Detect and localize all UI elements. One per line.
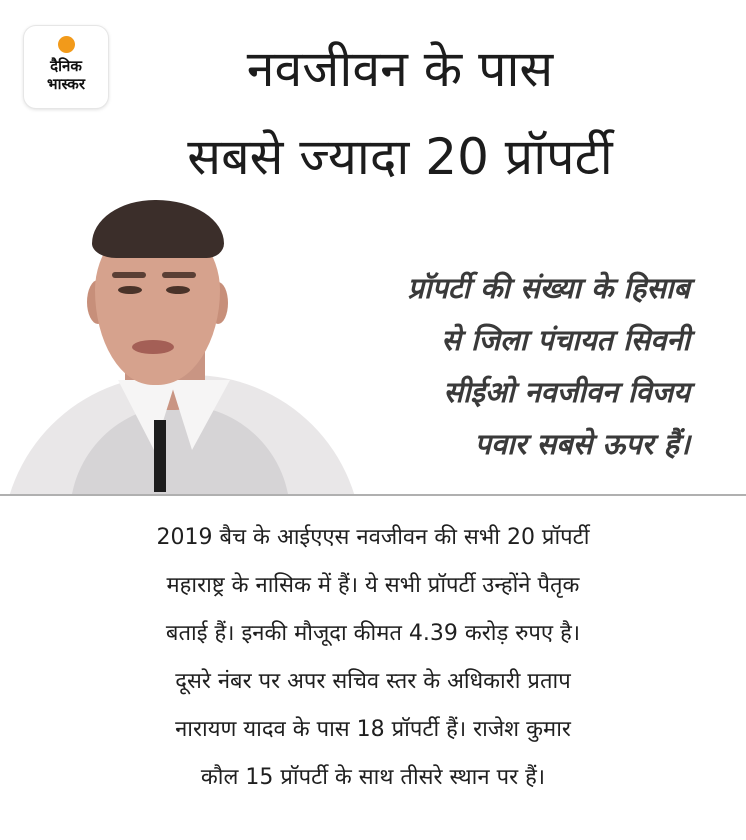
eyebrow-left (112, 272, 146, 278)
headline-line-1: नवजीवन के पास (246, 40, 554, 98)
logo-line-1: दैनिक (50, 57, 82, 75)
eye-left (118, 286, 142, 294)
quote-line: से जिला पंचायत सिवनी (441, 323, 690, 357)
mouth (132, 340, 174, 354)
collar-right (170, 380, 230, 450)
headline-line-2: सबसे ज्यादा 20 प्रॉपर्टी (187, 128, 613, 186)
collar-left (118, 380, 176, 450)
body-line: 2019 बैच के आईएएस नवजीवन की सभी 20 प्रॉपर्टी (156, 525, 590, 550)
pull-quote (290, 262, 690, 470)
divider (0, 494, 746, 496)
hair (92, 200, 224, 258)
shirt-placket (154, 420, 166, 492)
sun-icon (58, 36, 75, 53)
body-line: दूसरे नंबर पर अपर सचिव स्तर के अधिकारी प्रताप (175, 669, 571, 694)
body-line: कौल 15 प्रॉपर्टी के साथ तीसरे स्थान पर हैं। (200, 765, 546, 790)
quote-line: पवार सबसे ऊपर हैं। (474, 427, 690, 461)
body-line: महाराष्ट्र के नासिक में हैं। ये सभी प्रॉपर्टी उन्होंने पैतृक (166, 573, 580, 598)
body-line: बताई हैं। इनकी मौजूदा कीमत 4.39 करोड़ रुपए है। (165, 621, 581, 646)
logo-line-2: भास्कर (47, 75, 85, 93)
eye-right (166, 286, 190, 294)
quote-line: सीईओ नवजीवन विजय (443, 375, 690, 409)
eyebrow-right (162, 272, 196, 278)
body-line: नारायण यादव के पास 18 प्रॉपर्टी हैं। राजेश कुमार (175, 717, 571, 742)
quote-line: प्रॉपर्टी की संख्या के हिसाब (407, 271, 690, 305)
body-paragraph (40, 514, 706, 802)
